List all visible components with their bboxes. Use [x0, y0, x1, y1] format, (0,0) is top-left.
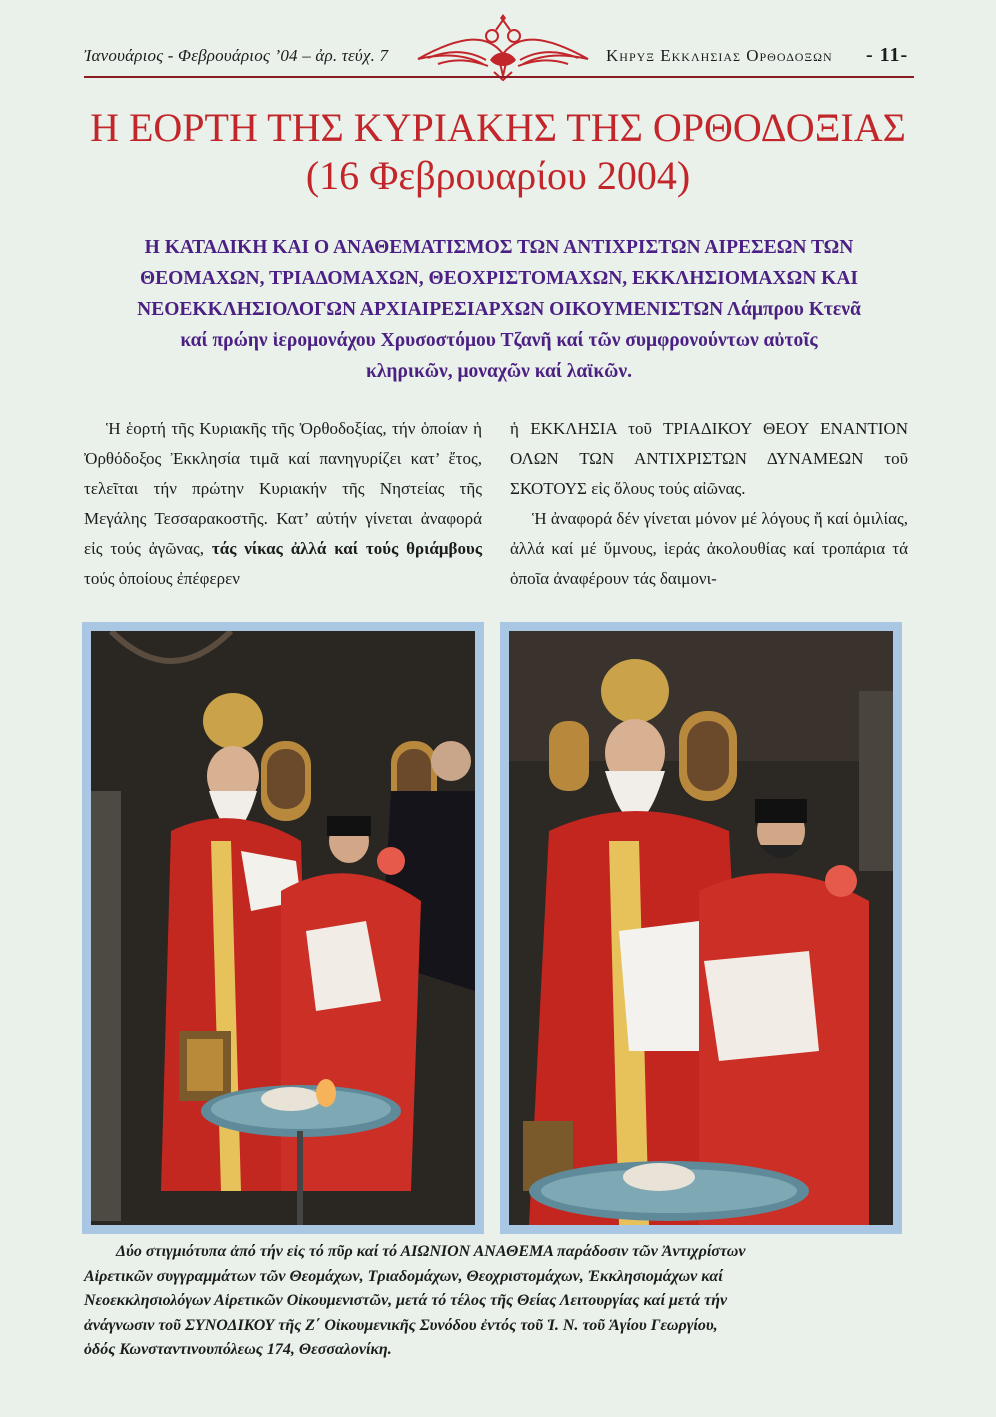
issue-info: Ἰανουάριος - Φεβρουάριος ’04 – ἀρ. τεύχ. 7	[84, 46, 389, 65]
header-rule	[84, 76, 914, 78]
caption-line: ὁδός Κωνσταντινουπόλεως 174, Θεσσαλονίκη.	[84, 1341, 392, 1358]
photo-caption	[84, 1240, 916, 1363]
double-headed-eagle-icon	[408, 14, 598, 84]
body-column-right	[510, 414, 908, 594]
subtitle-line-5: κληρικῶν, μοναχῶν καί λαϊκῶν.	[366, 361, 632, 382]
title-line-1: Η ΕΟΡΤΗ ΤΗΣ ΚΥΡΙΑΚΗΣ ΤΗΣ ΟΡΘΟΔΟΞΙΑΣ	[90, 105, 906, 150]
body-paragraph	[84, 414, 482, 594]
caption-line: Αἱρετικῶν συγγραμμάτων τῶν Θεομάχων, Τριαδομάχων, Θεοχριστομάχων, Ἐκκλησιομάχων καί	[84, 1267, 723, 1285]
page-header	[0, 0, 996, 90]
caption-line: ἀνάγνωσιν τοῦ ΣΥΝΟΔΙΚΟΥ τῆς Ζ΄ Οἰκουμενικῆς Συνόδου ἐντός τοῦ Ἱ. Ν. τοῦ Ἁγίου Γεωργίου,	[84, 1316, 718, 1334]
body-paragraph: Ἡ ἀναφορά δέν γίνεται μόνον μέ λόγους ἤ καί ὁμιλίας, ἀλλά καί μέ ὕμνους, ἱεράς ἀκολουθίας καί τροπάρια τά ὁποῖα ἀναφέρουν τάς δαιμονι-	[510, 509, 908, 588]
subtitle-line-3: ΝΕΟΕΚΚΛΗΣΙΟΛΟΓΩΝ ΑΡΧΙΑΙΡΕΣΙΑΡΧΩΝ ΟΙΚΟΥΜΕΝΙΣΤΩΝ Λάμπρου Κτενᾶ	[137, 299, 861, 320]
page-number: - 11-	[866, 44, 909, 66]
photo-right	[500, 622, 902, 1234]
ceremony-photo-2	[509, 631, 893, 1225]
caption-line: Νεοεκκλησιολόγων Αἱρετικῶν Οἰκουμενιστῶν, μετά τό τέλος τῆς Θείας Λειτουργίας καί μετά τήν	[84, 1292, 728, 1309]
photo-left	[82, 622, 484, 1234]
body-emphasis: τάς νίκας ἀλλά καί τούς θριάμβους	[211, 539, 482, 558]
subtitle-line-1: Η ΚΑΤΑΔΙΚΗ ΚΑΙ Ο ΑΝΑΘΕΜΑΤΙΣΜΟΣ ΤΩΝ ΑΝΤΙΧΡΙΣΤΩΝ ΑΙΡΕΣΕΩΝ ΤΩΝ	[144, 237, 854, 258]
ceremony-photo-1	[91, 631, 475, 1225]
article-title	[60, 104, 936, 200]
subtitle-line-4: καί πρώην ἱερομονάχου Χρυσοστόμου Τζανῆ καί τῶν συμφρονούντων αὐτοῖς	[180, 330, 818, 351]
caption-line: Δύο στιγμιότυπα ἀπό τήν εἰς τό πῦρ καί τό ΑΙΩΝΙΟΝ ΑΝΑΘΕΜΑ παράδοσιν τῶν Ἀντιχρίστων	[116, 1243, 746, 1260]
publication-title: Κηρυξ Εκκλησιας Ορθοδοξων	[606, 46, 833, 65]
body-paragraph: ἡ ΕΚΚΛΗΣΙΑ τοῦ ΤΡΙΑΔΙΚΟΥ ΘΕΟΥ ΕΝΑΝΤΙΟΝ ΟΛΩΝ ΤΩΝ ΑΝΤΙΧΡΙΣΤΩΝ ΔΥΝΑΜΕΩΝ τοῦ ΣΚΟΤΟΥΣ εἰς ὅλους τούς αἰῶνας.	[510, 419, 908, 498]
article-subtitle	[96, 232, 902, 387]
body-text: τούς ὁποίους ἐπέφερεν	[84, 569, 240, 588]
title-line-2: (16 Φεβρουαρίου 2004)	[305, 153, 691, 198]
body-column-left	[84, 414, 482, 594]
subtitle-line-2: ΘΕΟΜΑΧΩΝ, ΤΡΙΑΔΟΜΑΧΩΝ, ΘΕΟΧΡΙΣΤΟΜΑΧΩΝ, ΕΚΚΛΗΣΙΟΜΑΧΩΝ ΚΑΙ	[139, 268, 859, 289]
body-text: Ἡ ἑορτή τῆς Κυριακῆς τῆς Ὀρθοδοξίας, τήν ὁποίαν ἡ Ὀρθόδοξος Ἐκκλησία τιμᾶ καί πανηγυρίζει κατ’ ἔτος, τελεῖται τήν πρώτην Κυριακήν τῆς Νηστείας τῆς Μεγάλης Τεσσαρακοστῆς. Κατ’ αὐτήν γίνεται ἀναφορά εἰς τούς ἀγῶνας,	[84, 419, 482, 558]
